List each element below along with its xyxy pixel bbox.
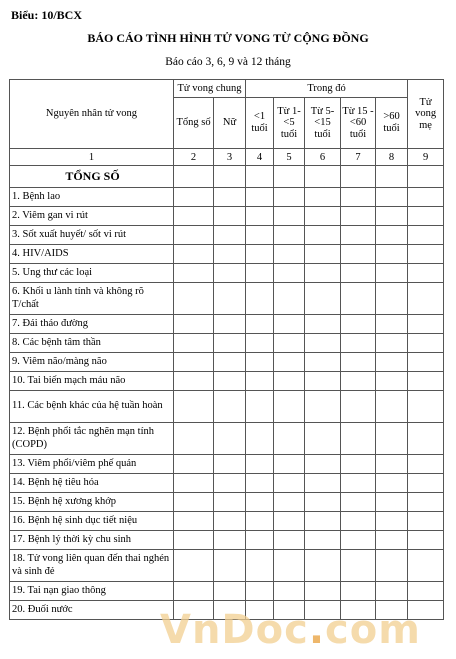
empty-cell xyxy=(305,166,341,188)
column-number: 8 xyxy=(376,149,408,166)
empty-cell xyxy=(305,391,341,423)
table-row xyxy=(10,391,444,423)
empty-cell xyxy=(246,226,274,245)
empty-cell xyxy=(214,372,246,391)
empty-cell xyxy=(341,334,376,353)
empty-cell xyxy=(246,550,274,582)
empty-cell xyxy=(274,264,305,283)
empty-cell xyxy=(214,207,246,226)
empty-cell xyxy=(246,207,274,226)
cause-label: 8. Các bệnh tâm thần xyxy=(10,334,174,353)
table-row xyxy=(10,550,444,582)
empty-cell xyxy=(376,423,408,455)
empty-cell xyxy=(305,264,341,283)
empty-cell xyxy=(376,207,408,226)
header-age-1-5: Từ 1-<5 tuổi xyxy=(274,98,305,149)
empty-cell xyxy=(274,493,305,512)
table-row xyxy=(10,493,444,512)
report-subtitle: Báo cáo 3, 6, 9 và 12 tháng xyxy=(165,56,291,68)
empty-cell xyxy=(246,166,274,188)
cause-label: 12. Bệnh phổi tắc nghẽn mạn tính (COPD) xyxy=(10,423,174,455)
report-title: BÁO CÁO TÌNH HÌNH TỬ VONG TỪ CỘNG ĐỒNG xyxy=(87,31,369,45)
empty-cell xyxy=(341,512,376,531)
empty-cell xyxy=(376,166,408,188)
empty-cell xyxy=(376,493,408,512)
vndoc-watermark: VnDoc.com xyxy=(160,607,421,653)
table-row xyxy=(10,245,444,264)
empty-cell xyxy=(408,455,444,474)
cause-label: 3. Sốt xuất huyết/ sốt vi rút xyxy=(10,226,174,245)
cause-label: 1. Bệnh lao xyxy=(10,188,174,207)
empty-cell xyxy=(376,353,408,372)
empty-cell xyxy=(408,474,444,493)
column-number: 2 xyxy=(174,149,214,166)
empty-cell xyxy=(214,188,246,207)
cause-label: 2. Viêm gan vi rút xyxy=(10,207,174,226)
table-row xyxy=(10,207,444,226)
empty-cell xyxy=(376,334,408,353)
table-row xyxy=(10,334,444,353)
total-row xyxy=(10,166,444,188)
empty-cell xyxy=(174,512,214,531)
empty-cell xyxy=(341,166,376,188)
empty-cell xyxy=(408,353,444,372)
empty-cell xyxy=(341,474,376,493)
empty-cell xyxy=(174,582,214,601)
empty-cell xyxy=(341,550,376,582)
empty-cell xyxy=(408,207,444,226)
cause-label: 6. Khối u lành tính và không rõ T/chất xyxy=(10,283,174,315)
total-row-label: TỔNG SỐ xyxy=(10,166,174,188)
empty-cell xyxy=(408,226,444,245)
empty-cell xyxy=(174,423,214,455)
empty-cell xyxy=(274,423,305,455)
empty-cell xyxy=(341,315,376,334)
table-row xyxy=(10,531,444,550)
empty-cell xyxy=(174,601,214,620)
empty-cell xyxy=(305,315,341,334)
empty-cell xyxy=(376,531,408,550)
empty-cell xyxy=(341,226,376,245)
table-row xyxy=(10,283,444,315)
empty-cell xyxy=(408,264,444,283)
empty-cell xyxy=(341,283,376,315)
empty-cell xyxy=(274,334,305,353)
table-row xyxy=(10,601,444,620)
empty-cell xyxy=(376,372,408,391)
empty-cell xyxy=(246,315,274,334)
cause-label: 10. Tai biến mạch máu não xyxy=(10,372,174,391)
empty-cell xyxy=(341,353,376,372)
table-row xyxy=(10,372,444,391)
empty-cell xyxy=(408,166,444,188)
empty-cell xyxy=(214,474,246,493)
empty-cell xyxy=(341,264,376,283)
empty-cell xyxy=(214,455,246,474)
cause-label: 16. Bệnh hệ sinh dục tiết niệu xyxy=(10,512,174,531)
empty-cell xyxy=(214,550,246,582)
empty-cell xyxy=(246,264,274,283)
empty-cell xyxy=(174,188,214,207)
empty-cell xyxy=(214,391,246,423)
empty-cell xyxy=(376,315,408,334)
empty-cell xyxy=(214,166,246,188)
empty-cell xyxy=(408,188,444,207)
empty-cell xyxy=(305,423,341,455)
empty-cell xyxy=(246,283,274,315)
empty-cell xyxy=(274,601,305,620)
cause-label: 4. HIV/AIDS xyxy=(10,245,174,264)
table-body xyxy=(10,166,444,620)
empty-cell xyxy=(305,531,341,550)
empty-cell xyxy=(274,226,305,245)
empty-cell xyxy=(408,493,444,512)
empty-cell xyxy=(174,166,214,188)
empty-cell xyxy=(341,493,376,512)
empty-cell xyxy=(274,512,305,531)
empty-cell xyxy=(408,334,444,353)
header-cause: Nguyên nhân tử vong xyxy=(10,80,174,149)
empty-cell xyxy=(214,283,246,315)
header-total: Tổng số xyxy=(174,98,214,149)
empty-cell xyxy=(174,207,214,226)
empty-cell xyxy=(408,601,444,620)
cause-label: 19. Tai nạn giao thông xyxy=(10,582,174,601)
empty-cell xyxy=(274,582,305,601)
header-overall: Tử vong chung xyxy=(174,80,246,98)
empty-cell xyxy=(305,283,341,315)
empty-cell xyxy=(305,550,341,582)
empty-cell xyxy=(305,512,341,531)
empty-cell xyxy=(246,423,274,455)
empty-cell xyxy=(305,334,341,353)
empty-cell xyxy=(305,582,341,601)
empty-cell xyxy=(305,245,341,264)
empty-cell xyxy=(341,423,376,455)
empty-cell xyxy=(174,315,214,334)
empty-cell xyxy=(174,245,214,264)
empty-cell xyxy=(246,334,274,353)
table-row xyxy=(10,264,444,283)
table-row xyxy=(10,455,444,474)
empty-cell xyxy=(305,601,341,620)
empty-cell xyxy=(376,283,408,315)
empty-cell xyxy=(376,582,408,601)
empty-cell xyxy=(174,391,214,423)
empty-cell xyxy=(408,423,444,455)
empty-cell xyxy=(214,493,246,512)
cause-label: 5. Ung thư các loại xyxy=(10,264,174,283)
empty-cell xyxy=(174,493,214,512)
empty-cell xyxy=(274,315,305,334)
table-row xyxy=(10,226,444,245)
empty-cell xyxy=(274,245,305,264)
empty-cell xyxy=(408,512,444,531)
cause-label: 9. Viêm não/màng não xyxy=(10,353,174,372)
empty-cell xyxy=(274,353,305,372)
empty-cell xyxy=(341,372,376,391)
empty-cell xyxy=(174,353,214,372)
empty-cell xyxy=(246,474,274,493)
empty-cell xyxy=(408,391,444,423)
empty-cell xyxy=(274,372,305,391)
empty-cell xyxy=(376,391,408,423)
cause-label: 7. Đái tháo đường xyxy=(10,315,174,334)
table-row xyxy=(10,474,444,493)
empty-cell xyxy=(305,455,341,474)
empty-cell xyxy=(341,188,376,207)
empty-cell xyxy=(376,550,408,582)
empty-cell xyxy=(341,531,376,550)
mortality-report-table xyxy=(9,79,444,620)
empty-cell xyxy=(214,582,246,601)
empty-cell xyxy=(305,474,341,493)
empty-cell xyxy=(174,455,214,474)
empty-cell xyxy=(305,207,341,226)
empty-cell xyxy=(246,455,274,474)
empty-cell xyxy=(174,474,214,493)
empty-cell xyxy=(214,512,246,531)
column-number: 3 xyxy=(214,149,246,166)
empty-cell xyxy=(305,372,341,391)
empty-cell xyxy=(246,493,274,512)
empty-cell xyxy=(305,188,341,207)
header-maternal: Tử vong mẹ xyxy=(408,80,444,149)
header-age-5-15: Từ 5-<15 tuổi xyxy=(305,98,341,149)
column-number: 5 xyxy=(274,149,305,166)
empty-cell xyxy=(376,245,408,264)
empty-cell xyxy=(174,226,214,245)
empty-cell xyxy=(274,188,305,207)
empty-cell xyxy=(214,334,246,353)
header-female: Nữ xyxy=(214,98,246,149)
empty-cell xyxy=(274,474,305,493)
empty-cell xyxy=(246,188,274,207)
column-number: 9 xyxy=(408,149,444,166)
table-row xyxy=(10,315,444,334)
empty-cell xyxy=(174,550,214,582)
empty-cell xyxy=(376,474,408,493)
empty-cell xyxy=(408,550,444,582)
empty-cell xyxy=(174,372,214,391)
empty-cell xyxy=(174,334,214,353)
header-age-gt60: >60 tuổi xyxy=(376,98,408,149)
cause-label: 18. Tử vong liên quan đến thai nghén và sinh đẻ xyxy=(10,550,174,582)
empty-cell xyxy=(376,601,408,620)
empty-cell xyxy=(174,531,214,550)
empty-cell xyxy=(246,245,274,264)
cause-label: 20. Đuối nước xyxy=(10,601,174,620)
empty-cell xyxy=(214,423,246,455)
empty-cell xyxy=(246,512,274,531)
column-number: 7 xyxy=(341,149,376,166)
header-age-15-60: Từ 15 - <60 tuổi xyxy=(341,98,376,149)
empty-cell xyxy=(214,601,246,620)
empty-cell xyxy=(305,226,341,245)
empty-cell xyxy=(246,391,274,423)
cause-label: 17. Bệnh lý thời kỳ chu sinh xyxy=(10,531,174,550)
empty-cell xyxy=(305,353,341,372)
table-row xyxy=(10,188,444,207)
empty-cell xyxy=(376,226,408,245)
empty-cell xyxy=(246,372,274,391)
table-row xyxy=(10,353,444,372)
table-row xyxy=(10,512,444,531)
empty-cell xyxy=(408,245,444,264)
header-among: Trong đó xyxy=(246,80,408,98)
table-row xyxy=(10,582,444,601)
empty-cell xyxy=(376,264,408,283)
empty-cell xyxy=(376,455,408,474)
empty-cell xyxy=(274,550,305,582)
empty-cell xyxy=(408,372,444,391)
column-number: 6 xyxy=(305,149,341,166)
empty-cell xyxy=(174,264,214,283)
empty-cell xyxy=(214,226,246,245)
empty-cell xyxy=(214,245,246,264)
empty-cell xyxy=(214,315,246,334)
empty-cell xyxy=(408,531,444,550)
empty-cell xyxy=(376,188,408,207)
empty-cell xyxy=(274,283,305,315)
column-number: 4 xyxy=(246,149,274,166)
empty-cell xyxy=(274,207,305,226)
empty-cell xyxy=(341,207,376,226)
header-age-lt1: <1 tuổi xyxy=(246,98,274,149)
empty-cell xyxy=(341,601,376,620)
empty-cell xyxy=(246,582,274,601)
empty-cell xyxy=(274,166,305,188)
empty-cell xyxy=(408,283,444,315)
cause-label: 15. Bệnh hệ xương khớp xyxy=(10,493,174,512)
empty-cell xyxy=(341,245,376,264)
empty-cell xyxy=(408,582,444,601)
form-code: Biểu: 10/BCX xyxy=(11,8,83,22)
empty-cell xyxy=(408,315,444,334)
empty-cell xyxy=(341,391,376,423)
empty-cell xyxy=(246,353,274,372)
empty-cell xyxy=(274,391,305,423)
cause-label: 11. Các bệnh khác của hệ tuần hoàn xyxy=(10,391,174,423)
cause-label: 14. Bệnh hệ tiêu hóa xyxy=(10,474,174,493)
empty-cell xyxy=(341,455,376,474)
empty-cell xyxy=(246,531,274,550)
empty-cell xyxy=(246,601,274,620)
empty-cell xyxy=(214,353,246,372)
table-row xyxy=(10,423,444,455)
column-number: 1 xyxy=(10,149,174,166)
empty-cell xyxy=(174,283,214,315)
empty-cell xyxy=(274,531,305,550)
empty-cell xyxy=(214,531,246,550)
cause-label: 13. Viêm phổi/viêm phế quản xyxy=(10,455,174,474)
empty-cell xyxy=(376,512,408,531)
empty-cell xyxy=(341,582,376,601)
empty-cell xyxy=(274,455,305,474)
empty-cell xyxy=(305,493,341,512)
empty-cell xyxy=(214,264,246,283)
